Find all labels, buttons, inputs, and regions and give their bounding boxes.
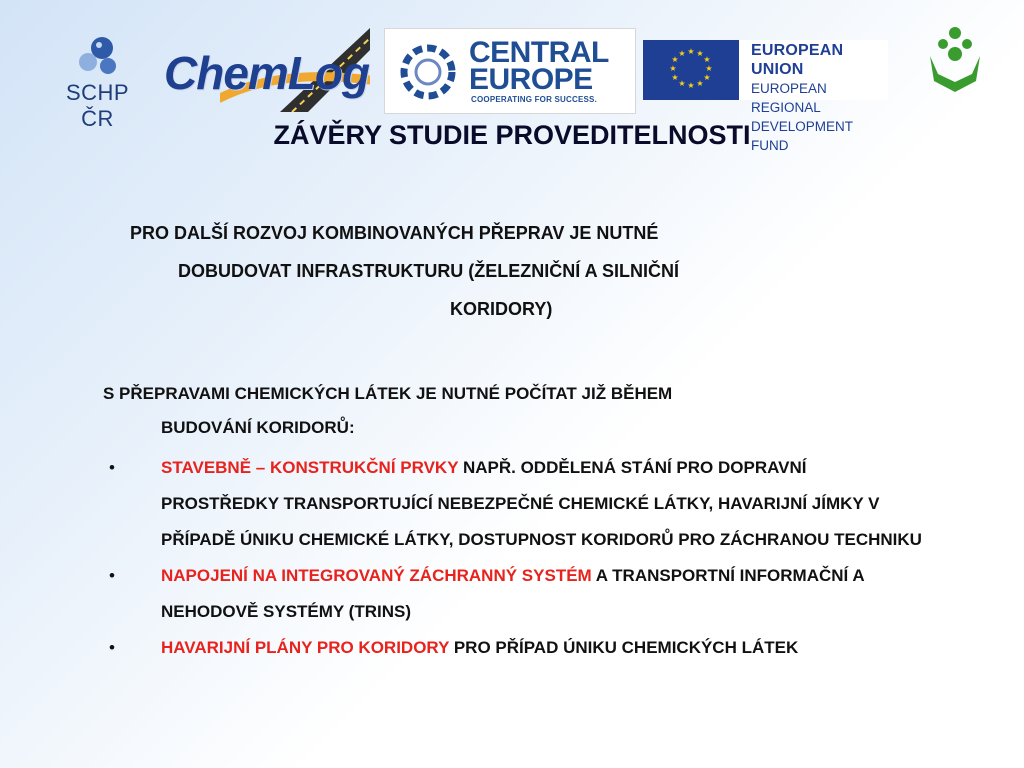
schp-logo-label: SCHP ČR bbox=[65, 80, 130, 131]
bullet-item bbox=[103, 558, 923, 630]
bullet-text: NAPŘ. ODDĚLENÁ STÁNÍ PRO DOPRAVNÍ PROSTŘEDKY TRANSPORTUJÍCÍ NEBEZPEČNÉ CHEMICKÉ LÁTKY, HAVARIJNÍ JÍMKY V PŘÍPADĚ ÚNIKU CHEMICKÉ LÁTKY, DOSTUPNOST KORIDORŮ PRO ZÁCHRANOU TECHNIKU bbox=[161, 458, 922, 549]
lead-line-1: S PŘEPRAVAMI CHEMICKÝCH LÁTEK JE NUTNÉ POČÍTAT JIŽ BĚHEM bbox=[103, 384, 673, 403]
svg-text:★: ★ bbox=[678, 49, 686, 58]
svg-text:★: ★ bbox=[671, 55, 679, 64]
bullet-item bbox=[103, 630, 923, 666]
central-line1: CENTRAL bbox=[469, 36, 609, 69]
hands-holding-spheres-icon bbox=[926, 26, 984, 96]
eu-line1: EUROPEAN UNION bbox=[751, 42, 844, 78]
svg-text:★: ★ bbox=[705, 64, 713, 73]
intro-line-3: KORIDORY) bbox=[450, 299, 553, 319]
svg-text:★: ★ bbox=[687, 47, 695, 56]
svg-text:★: ★ bbox=[678, 79, 686, 88]
svg-text:★: ★ bbox=[669, 64, 677, 73]
central-line2: EUROPE bbox=[469, 63, 593, 96]
bullet-dot: • bbox=[109, 458, 115, 477]
eu-flag-icon bbox=[643, 40, 739, 100]
bullet-highlight: HAVARIJNÍ PLÁNY PRO KORIDORY bbox=[161, 638, 450, 657]
eu-line3: DEVELOPMENT FUND bbox=[751, 119, 853, 153]
bullet-text: PRO PŘÍPAD ÚNIKU CHEMICKÝCH LÁTEK bbox=[449, 638, 799, 657]
bullet-item bbox=[103, 450, 923, 558]
stars-ring-icon bbox=[395, 39, 461, 105]
intro-line-2: DOBUDOVAT INFRASTRUKTURU (ŽELEZNIČNÍ A SILNIČNÍ bbox=[178, 261, 679, 281]
chemlog-logo bbox=[160, 28, 370, 112]
slide-title: ZÁVĚRY STUDIE PROVEDITELNOSTI bbox=[273, 120, 751, 150]
bullet-highlight: NAPOJENÍ NA INTEGROVANÝ ZÁCHRANNÝ SYSTÉM bbox=[161, 566, 592, 585]
lead-line-2: BUDOVÁNÍ KORIDORŮ: bbox=[161, 418, 355, 437]
bullet-dot: • bbox=[109, 566, 115, 585]
svg-text:★: ★ bbox=[703, 73, 711, 82]
svg-text:★: ★ bbox=[687, 81, 695, 90]
molecule-balls-icon bbox=[76, 36, 120, 76]
central-europe-title bbox=[469, 36, 609, 96]
svg-text:★: ★ bbox=[703, 55, 711, 64]
intro-paragraph bbox=[130, 214, 870, 328]
bullet-dot: • bbox=[109, 638, 115, 657]
svg-text:★: ★ bbox=[696, 49, 704, 58]
central-europe-tagline: COOPERATING FOR SUCCESS. bbox=[471, 95, 597, 104]
chemlog-wordmark: ChemLog bbox=[164, 47, 370, 99]
bullet-highlight: STAVEBNĚ – KONSTRUKČNÍ PRVKY bbox=[161, 458, 459, 477]
schp-logo bbox=[50, 36, 145, 131]
lead-paragraph bbox=[103, 377, 923, 445]
svg-text:★: ★ bbox=[671, 73, 679, 82]
bullet-text: A TRANSPORTNÍ INFORMAČNÍ A NEHODOVĚ SYSTÉMY (TRINS) bbox=[161, 566, 865, 621]
eu-line2: EUROPEAN REGIONAL bbox=[751, 81, 827, 115]
eu-logo bbox=[643, 40, 888, 153]
central-europe-logo bbox=[384, 28, 636, 114]
responsible-care-logo bbox=[926, 26, 984, 96]
bullet-list bbox=[103, 450, 923, 666]
intro-line-1: PRO DALŠÍ ROZVOJ KOMBINOVANÝCH PŘEPRAV JE NUTNÉ bbox=[130, 223, 659, 243]
svg-text:★: ★ bbox=[696, 79, 704, 88]
